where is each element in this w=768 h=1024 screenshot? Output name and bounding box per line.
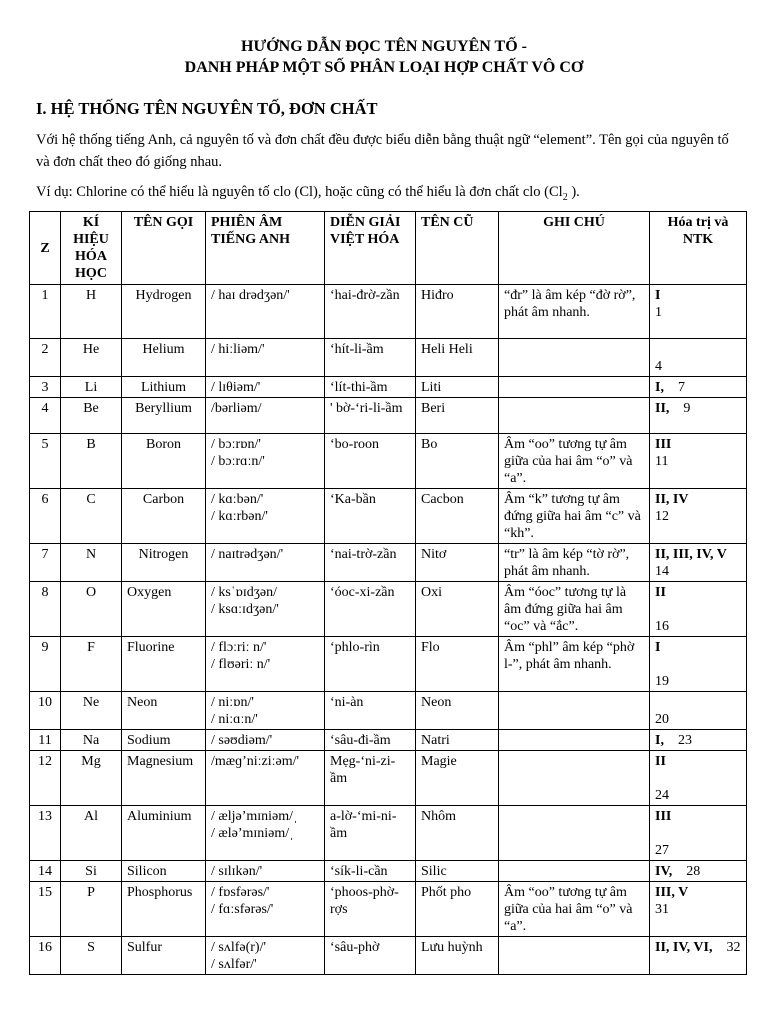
- cell-old: Cacbon: [416, 489, 499, 544]
- cell-ipa: / bɔːrɒn/' / bɔːrɑːn/': [206, 434, 325, 489]
- cell-valence-ntk: [650, 339, 747, 377]
- cell-viet: ‘Ka-bần: [325, 489, 416, 544]
- cell-symbol: P: [61, 882, 122, 937]
- table-row: [30, 937, 747, 975]
- valence: IV,: [655, 864, 673, 879]
- cell-name: Phosphorus: [122, 882, 206, 937]
- cell-note: [499, 692, 650, 730]
- cell-old: Phốt pho: [416, 882, 499, 937]
- cell-z: 8: [30, 582, 61, 637]
- cell-note: Âm “óoc” tương tự là âm đứng giữa hai âm “oc” và “ắc”.: [499, 582, 650, 637]
- table-row: [30, 544, 747, 582]
- cell-note: [499, 937, 650, 975]
- atomic-mass: 24: [655, 788, 669, 803]
- atomic-mass: 12: [655, 509, 669, 524]
- cell-name: Carbon: [122, 489, 206, 544]
- cell-old: Natri: [416, 730, 499, 751]
- cell-old: Lưu huỳnh: [416, 937, 499, 975]
- table-row: [30, 730, 747, 751]
- cell-ipa: / səʊdiəm/': [206, 730, 325, 751]
- cell-ipa: /bərliəm/: [206, 398, 325, 434]
- cell-valence-ntk: [650, 637, 747, 692]
- cell-symbol: B: [61, 434, 122, 489]
- valence: II: [655, 585, 666, 600]
- cell-ipa: / æljə’mɪniəm/ˌ / ælə’mɪniəm/ˌ: [206, 806, 325, 861]
- cell-old: Nitơ: [416, 544, 499, 582]
- cell-z: 4: [30, 398, 61, 434]
- cell-ipa: /mæɡ’niːziːəm/': [206, 751, 325, 806]
- valence: III, V: [655, 885, 689, 900]
- cell-ipa: / fɒsfərəs/' / fɑːsfərəs/': [206, 882, 325, 937]
- valence: II, III, IV, V: [655, 547, 727, 562]
- cell-z: 11: [30, 730, 61, 751]
- cell-viet: ‘ni-àn: [325, 692, 416, 730]
- cell-z: 2: [30, 339, 61, 377]
- cell-z: 14: [30, 861, 61, 882]
- cell-z: 3: [30, 377, 61, 398]
- cell-viet: ‘hít-li-ầm: [325, 339, 416, 377]
- table-row: [30, 377, 747, 398]
- cell-valence-ntk: [650, 489, 747, 544]
- cell-viet: ‘phoos-phờ-rợs: [325, 882, 416, 937]
- atomic-mass: 9: [683, 401, 691, 416]
- valence: II,: [655, 401, 670, 416]
- atomic-mass: 14: [655, 564, 669, 579]
- cell-name: Lithium: [122, 377, 206, 398]
- table-row: [30, 285, 747, 339]
- document-title-line2: DANH PHÁP MỘT SỐ PHÂN LOẠI HỢP CHẤT VÔ CƠ: [184, 59, 584, 76]
- section-heading: I. HỆ THỐNG TÊN NGUYÊN TỐ, ĐƠN CHẤT: [36, 99, 378, 118]
- cell-valence-ntk: [650, 730, 747, 751]
- cell-z: 1: [30, 285, 61, 339]
- cell-viet: ‘bo-roon: [325, 434, 416, 489]
- cell-valence-ntk: [650, 751, 747, 806]
- cell-valence-ntk: [650, 806, 747, 861]
- header-viet: DIỄN GIẢI VIỆT HÓA: [325, 212, 416, 285]
- valence: I,: [655, 380, 664, 395]
- cell-name: Sodium: [122, 730, 206, 751]
- valence: I,: [655, 733, 664, 748]
- cell-ipa: / sʌlfə(r)/' / sʌlfər/': [206, 937, 325, 975]
- atomic-mass: 27: [655, 843, 669, 858]
- cell-viet: ‘sík-li-cần: [325, 861, 416, 882]
- cell-note: [499, 398, 650, 434]
- cell-note: “tr” là âm kép “tờ rờ”, phát âm nhanh.: [499, 544, 650, 582]
- cell-ipa: / lɪθiəm/': [206, 377, 325, 398]
- cell-viet: Mẹg-‘ni-zi-ầm: [325, 751, 416, 806]
- cell-old: Beri: [416, 398, 499, 434]
- cell-viet: ‘sâu-đi-ầm: [325, 730, 416, 751]
- cell-note: [499, 377, 650, 398]
- cell-name: Magnesium: [122, 751, 206, 806]
- cell-symbol: Si: [61, 861, 122, 882]
- cell-ipa: / naɪtrədʒən/': [206, 544, 325, 582]
- example-subscript: 2: [562, 191, 568, 203]
- atomic-mass: 11: [655, 454, 669, 469]
- cell-old: Liti: [416, 377, 499, 398]
- cell-old: Heli Heli: [416, 339, 499, 377]
- cell-symbol: Mg: [61, 751, 122, 806]
- cell-symbol: Ne: [61, 692, 122, 730]
- document-title-line1: HƯỚNG DẪN ĐỌC TÊN NGUYÊN TỐ -: [241, 38, 527, 55]
- table-row: [30, 398, 747, 434]
- table-row: [30, 861, 747, 882]
- cell-old: Nhôm: [416, 806, 499, 861]
- cell-ipa: / flɔːriː n/' / flʊəriː n/': [206, 637, 325, 692]
- cell-symbol: S: [61, 937, 122, 975]
- cell-z: 9: [30, 637, 61, 692]
- table-header-row: [30, 212, 747, 285]
- intro-paragraph: Với hệ thống tiếng Anh, cả nguyên tố và đơn chất đều được biểu diễn bằng thuật ngữ “element”. Tên gọi của nguyên tố và đơn chất theo đó giống nhau.: [36, 132, 729, 170]
- atomic-mass: 1: [655, 305, 662, 320]
- valence: II, IV: [655, 492, 689, 507]
- elements-table: [29, 211, 747, 975]
- cell-z: 15: [30, 882, 61, 937]
- cell-viet: ‘phlo-rìn: [325, 637, 416, 692]
- header-old: TÊN CŨ: [416, 212, 499, 285]
- cell-name: Aluminium: [122, 806, 206, 861]
- cell-viet: ‘óoc-xi-zần: [325, 582, 416, 637]
- valence: I: [655, 640, 661, 655]
- table-row: [30, 434, 747, 489]
- table-row: [30, 582, 747, 637]
- cell-valence-ntk: [650, 544, 747, 582]
- cell-valence-ntk: [650, 882, 747, 937]
- cell-z: 10: [30, 692, 61, 730]
- cell-name: Fluorine: [122, 637, 206, 692]
- cell-z: 6: [30, 489, 61, 544]
- table-row: [30, 489, 747, 544]
- cell-note: [499, 339, 650, 377]
- cell-note: Âm “oo” tương tự âm giữa của hai âm “o” và “a”.: [499, 882, 650, 937]
- cell-symbol: He: [61, 339, 122, 377]
- cell-old: Bo: [416, 434, 499, 489]
- atomic-mass: 4: [655, 359, 662, 374]
- cell-viet: ‘lít-thi-ầm: [325, 377, 416, 398]
- atomic-mass: 32: [726, 940, 741, 955]
- example-text-end: ).: [567, 184, 580, 200]
- cell-old: Hiđro: [416, 285, 499, 339]
- valence: II: [655, 754, 666, 769]
- cell-old: Magie: [416, 751, 499, 806]
- cell-name: Silicon: [122, 861, 206, 882]
- cell-valence-ntk: [650, 285, 747, 339]
- cell-symbol: C: [61, 489, 122, 544]
- cell-old: Silic: [416, 861, 499, 882]
- cell-viet: a-lờ-‘mi-ni-ầm: [325, 806, 416, 861]
- valence: III: [655, 809, 672, 824]
- example-paragraph: [36, 181, 736, 209]
- cell-z: 13: [30, 806, 61, 861]
- cell-symbol: O: [61, 582, 122, 637]
- cell-symbol: Be: [61, 398, 122, 434]
- header-symbol: KÍ HIỆU HÓA HỌC: [61, 212, 122, 285]
- header-ipa: PHIÊN ÂM TIẾNG ANH: [206, 212, 325, 285]
- cell-symbol: N: [61, 544, 122, 582]
- cell-name: Boron: [122, 434, 206, 489]
- atomic-mass: 20: [655, 712, 669, 727]
- cell-name: Hydrogen: [122, 285, 206, 339]
- cell-viet: ‘sâu-phờ: [325, 937, 416, 975]
- cell-symbol: F: [61, 637, 122, 692]
- cell-ipa: / niːɒn/' / niːɑːn/': [206, 692, 325, 730]
- header-name: TÊN GỌI: [122, 212, 206, 285]
- cell-z: 7: [30, 544, 61, 582]
- cell-valence-ntk: [650, 377, 747, 398]
- valence: III: [655, 437, 672, 452]
- cell-name: Nitrogen: [122, 544, 206, 582]
- atomic-mass: 31: [655, 902, 669, 917]
- cell-valence-ntk: [650, 937, 747, 975]
- atomic-mass: 23: [677, 733, 692, 748]
- cell-old: Neon: [416, 692, 499, 730]
- cell-valence-ntk: [650, 861, 747, 882]
- cell-z: 5: [30, 434, 61, 489]
- atomic-mass: 19: [655, 674, 669, 689]
- table-row: [30, 692, 747, 730]
- cell-viet: ‘nai-trờ-zần: [325, 544, 416, 582]
- cell-note: [499, 751, 650, 806]
- header-note: GHI CHÚ: [499, 212, 650, 285]
- cell-symbol: H: [61, 285, 122, 339]
- cell-name: Oxygen: [122, 582, 206, 637]
- header-valence: Hóa trị và NTK: [650, 212, 747, 285]
- valence: II, IV, VI,: [655, 940, 713, 955]
- cell-note: “đr” là âm kép “đờ rờ”, phát âm nhanh.: [499, 285, 650, 339]
- cell-old: Oxi: [416, 582, 499, 637]
- table-row: [30, 637, 747, 692]
- cell-ipa: / sɪlɪkən/': [206, 861, 325, 882]
- cell-note: Âm “phl” âm kép “phờ l-”, phát âm nhanh.: [499, 637, 650, 692]
- table-row: [30, 806, 747, 861]
- cell-ipa: / hiːliəm/': [206, 339, 325, 377]
- cell-viet: ' bờ-‘ri-li-ầm: [325, 398, 416, 434]
- cell-valence-ntk: [650, 692, 747, 730]
- header-z: Z: [30, 212, 61, 285]
- cell-symbol: Na: [61, 730, 122, 751]
- cell-name: Helium: [122, 339, 206, 377]
- cell-z: 12: [30, 751, 61, 806]
- cell-valence-ntk: [650, 434, 747, 489]
- cell-old: Flo: [416, 637, 499, 692]
- atomic-mass: 7: [677, 380, 685, 395]
- cell-note: [499, 861, 650, 882]
- example-text: Ví dụ: Chlorine có thể hiểu là nguyên tố clo (Cl), hoặc cũng có thể hiểu là đơn chất clo (Cl: [36, 184, 563, 200]
- cell-note: Âm “k” tương tự âm đứng giữa hai âm “c” và “kh”.: [499, 489, 650, 544]
- cell-note: Âm “oo” tương tự âm giữa của hai âm “o” và “a”.: [499, 434, 650, 489]
- cell-name: Sulfur: [122, 937, 206, 975]
- cell-ipa: / haɪ drədʒən/': [206, 285, 325, 339]
- table-row: [30, 882, 747, 937]
- atomic-mass: 16: [655, 619, 669, 634]
- cell-valence-ntk: [650, 582, 747, 637]
- cell-ipa: / ksˈɒɪdʒən/ / ksɑːɪdʒən/': [206, 582, 325, 637]
- cell-name: Neon: [122, 692, 206, 730]
- atomic-mass: 28: [686, 864, 701, 879]
- cell-symbol: Al: [61, 806, 122, 861]
- cell-ipa: / kɑːbən/' / kɑːrbən/': [206, 489, 325, 544]
- cell-viet: ‘hai-đrờ-zần: [325, 285, 416, 339]
- table-row: [30, 751, 747, 806]
- cell-valence-ntk: [650, 398, 747, 434]
- table-row: [30, 339, 747, 377]
- cell-symbol: Li: [61, 377, 122, 398]
- cell-note: [499, 730, 650, 751]
- cell-name: Beryllium: [122, 398, 206, 434]
- valence: I: [655, 288, 661, 303]
- cell-note: [499, 806, 650, 861]
- cell-z: 16: [30, 937, 61, 975]
